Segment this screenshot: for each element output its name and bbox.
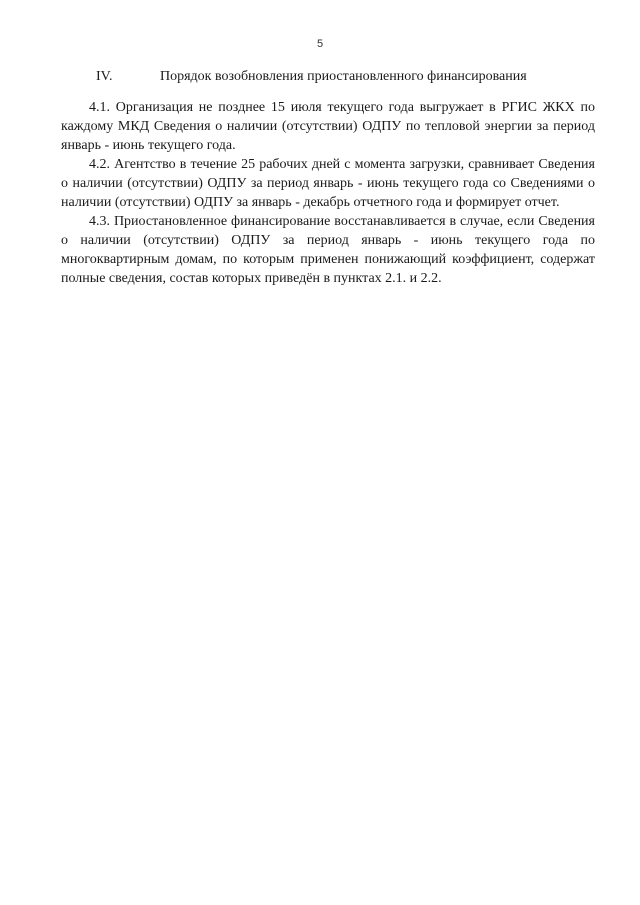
page-number: 5 [316, 38, 324, 50]
paragraph-4-2: 4.2. Агентство в течение 25 рабочих дней с момента загрузки, сравнивает Сведения о наличии (отсутствии) ОДПУ за период январь - июнь текущего года со Сведениями о наличии (отсутствии) ОДПУ за январь - декабрь отчетного года и формирует отчет. [61, 157, 595, 210]
section-title: Порядок возобновления приостановленного финансирования [160, 69, 527, 84]
paragraph-4-1: 4.1. Организация не позднее 15 июля текущего года выгружает в РГИС ЖКХ по каждому МКД Сведения о наличии (отсутствии) ОДПУ по тепловой энергии за период январь - июнь текущего года. [61, 100, 595, 153]
paragraph-4-3: 4.3. Приостановленное финансирование восстанавливается в случае, если Сведения о наличии (отсутствии) ОДПУ за период январь - июнь текущего года по многоквартирным домам, по которым применен понижающий коэффициент, содержат полные сведения, состав которых приведён в пунктах 2.1. и 2.2. [61, 214, 595, 286]
section-number: IV. [96, 69, 113, 84]
section-body [61, 98, 595, 288]
